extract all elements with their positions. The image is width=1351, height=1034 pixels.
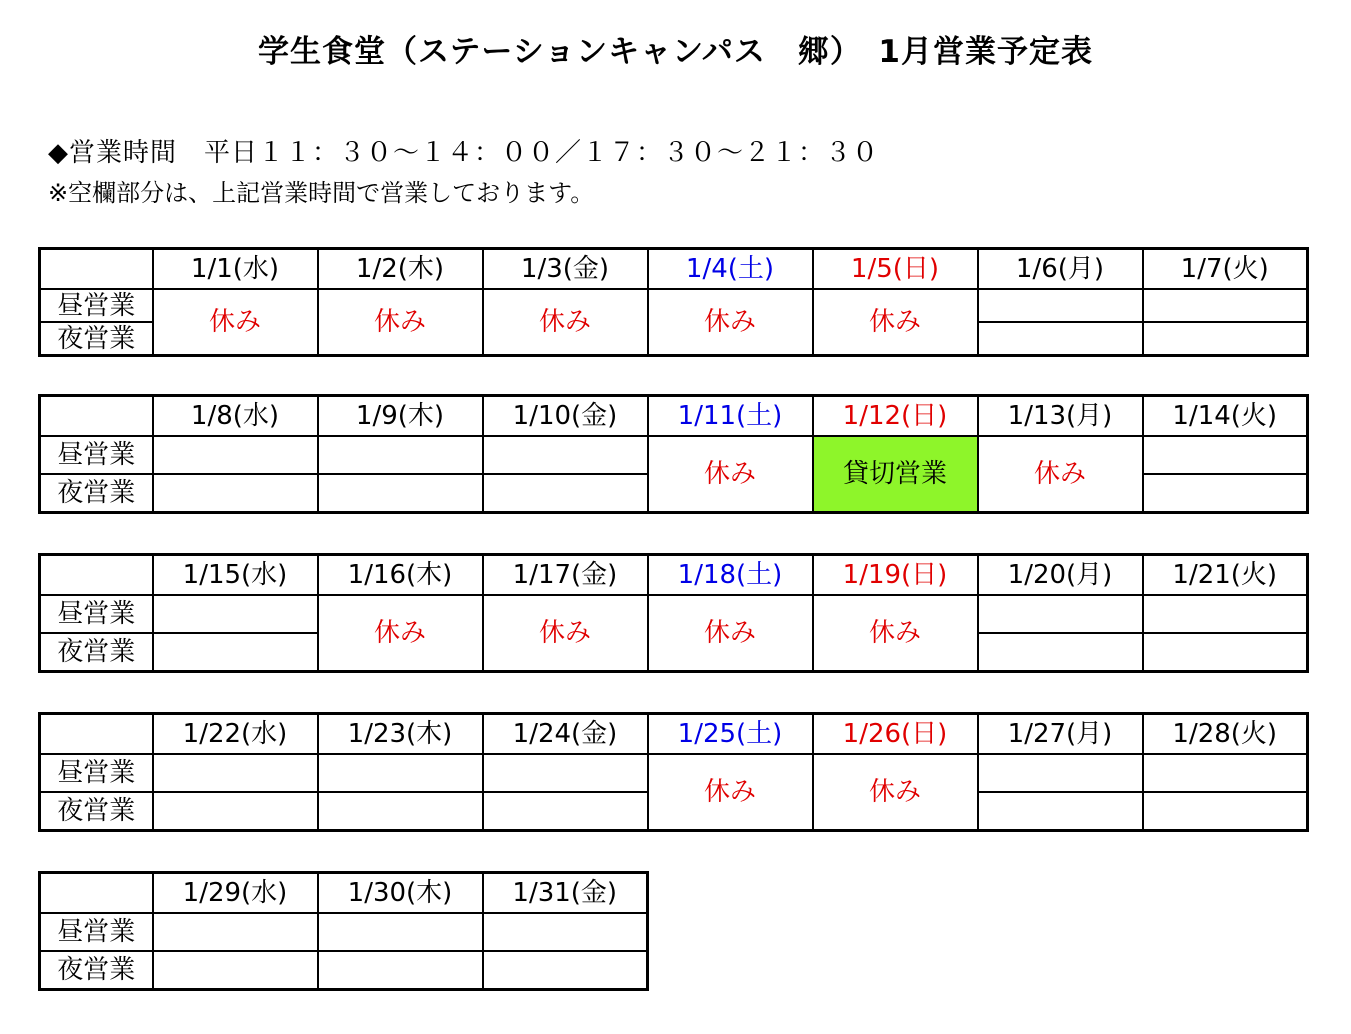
closed-cell: 休み <box>813 754 978 831</box>
day-header: 1/28(火) <box>1143 714 1308 755</box>
day-header: 1/9(木) <box>318 396 483 437</box>
corner-cell <box>40 396 153 437</box>
week-2-table <box>38 394 1309 514</box>
open-cell <box>1143 595 1308 633</box>
open-cell <box>153 754 318 792</box>
closed-cell: 休み <box>813 289 978 356</box>
open-cell <box>318 754 483 792</box>
day-header-sunday: 1/12(日) <box>813 396 978 437</box>
day-header: 1/20(月) <box>978 555 1143 596</box>
open-cell <box>483 474 648 513</box>
open-cell <box>153 913 318 951</box>
open-cell <box>153 595 318 633</box>
day-header: 1/10(金) <box>483 396 648 437</box>
day-header: 1/27(月) <box>978 714 1143 755</box>
lunch-label: 昼営業 <box>40 436 153 474</box>
day-header: 1/22(水) <box>153 714 318 755</box>
open-cell <box>318 474 483 513</box>
day-header: 1/14(火) <box>1143 396 1308 437</box>
week-1-table <box>38 247 1309 357</box>
closed-cell: 休み <box>648 289 813 356</box>
closed-cell: 休み <box>318 595 483 672</box>
open-cell <box>978 633 1143 672</box>
business-hours-note: ◆営業時間 平日１１：３０～１４：００／１７：３０～２１：３０ <box>48 138 879 168</box>
lunch-label: 昼営業 <box>40 289 153 322</box>
closed-cell: 休み <box>813 595 978 672</box>
day-header: 1/7(火) <box>1143 249 1308 290</box>
closed-cell: 休み <box>318 289 483 356</box>
open-cell <box>1143 754 1308 792</box>
open-cell <box>978 792 1143 831</box>
corner-cell <box>40 555 153 596</box>
day-header: 1/17(金) <box>483 555 648 596</box>
day-header: 1/21(火) <box>1143 555 1308 596</box>
dinner-label: 夜営業 <box>40 792 153 831</box>
day-header: 1/1(水) <box>153 249 318 290</box>
open-cell <box>978 595 1143 633</box>
closed-cell: 休み <box>648 595 813 672</box>
day-header: 1/23(木) <box>318 714 483 755</box>
open-cell <box>1143 633 1308 672</box>
day-header-saturday: 1/18(土) <box>648 555 813 596</box>
day-header: 1/29(水) <box>153 873 318 914</box>
week-5-table <box>38 871 649 991</box>
day-header: 1/13(月) <box>978 396 1143 437</box>
closed-cell: 休み <box>153 289 318 356</box>
closed-cell: 休み <box>483 595 648 672</box>
week-4-table <box>38 712 1309 832</box>
day-header: 1/8(水) <box>153 396 318 437</box>
closed-cell: 休み <box>978 436 1143 513</box>
dinner-label: 夜営業 <box>40 322 153 356</box>
open-cell <box>483 951 648 990</box>
day-header-saturday: 1/25(土) <box>648 714 813 755</box>
day-header: 1/3(金) <box>483 249 648 290</box>
open-cell <box>318 913 483 951</box>
day-header-saturday: 1/11(土) <box>648 396 813 437</box>
blank-cell-note: ※空欄部分は、上記営業時間で営業しております。 <box>48 179 595 207</box>
open-cell <box>1143 322 1308 356</box>
day-header: 1/2(木) <box>318 249 483 290</box>
page-title: 学生食堂（ステーションキャンパス 郷） 1月営業予定表 <box>257 34 1094 70</box>
dinner-label: 夜営業 <box>40 633 153 672</box>
open-cell <box>153 474 318 513</box>
day-header: 1/30(木) <box>318 873 483 914</box>
lunch-label: 昼営業 <box>40 595 153 633</box>
closed-cell: 休み <box>648 754 813 831</box>
week-3-table <box>38 553 1309 673</box>
lunch-label: 昼営業 <box>40 913 153 951</box>
open-cell <box>483 436 648 474</box>
day-header: 1/31(金) <box>483 873 648 914</box>
open-cell <box>153 792 318 831</box>
corner-cell <box>40 873 153 914</box>
closed-cell: 休み <box>483 289 648 356</box>
day-header-sunday: 1/26(日) <box>813 714 978 755</box>
day-header: 1/6(月) <box>978 249 1143 290</box>
open-cell <box>978 754 1143 792</box>
open-cell <box>978 322 1143 356</box>
open-cell <box>318 951 483 990</box>
open-cell <box>1143 474 1308 513</box>
open-cell <box>483 754 648 792</box>
corner-cell <box>40 249 153 290</box>
open-cell <box>153 951 318 990</box>
open-cell <box>483 913 648 951</box>
open-cell <box>153 633 318 672</box>
open-cell <box>318 436 483 474</box>
open-cell <box>1143 436 1308 474</box>
lunch-label: 昼営業 <box>40 754 153 792</box>
open-cell <box>1143 792 1308 831</box>
day-header-sunday: 1/19(日) <box>813 555 978 596</box>
open-cell <box>1143 289 1308 322</box>
day-header: 1/24(金) <box>483 714 648 755</box>
day-header-sunday: 1/5(日) <box>813 249 978 290</box>
open-cell <box>483 792 648 831</box>
dinner-label: 夜営業 <box>40 951 153 990</box>
charter-cell: 貸切営業 <box>813 436 978 513</box>
day-header: 1/15(水) <box>153 555 318 596</box>
closed-cell: 休み <box>648 436 813 513</box>
day-header: 1/16(木) <box>318 555 483 596</box>
open-cell <box>978 289 1143 322</box>
dinner-label: 夜営業 <box>40 474 153 513</box>
open-cell <box>153 436 318 474</box>
corner-cell <box>40 714 153 755</box>
day-header-saturday: 1/4(土) <box>648 249 813 290</box>
open-cell <box>318 792 483 831</box>
